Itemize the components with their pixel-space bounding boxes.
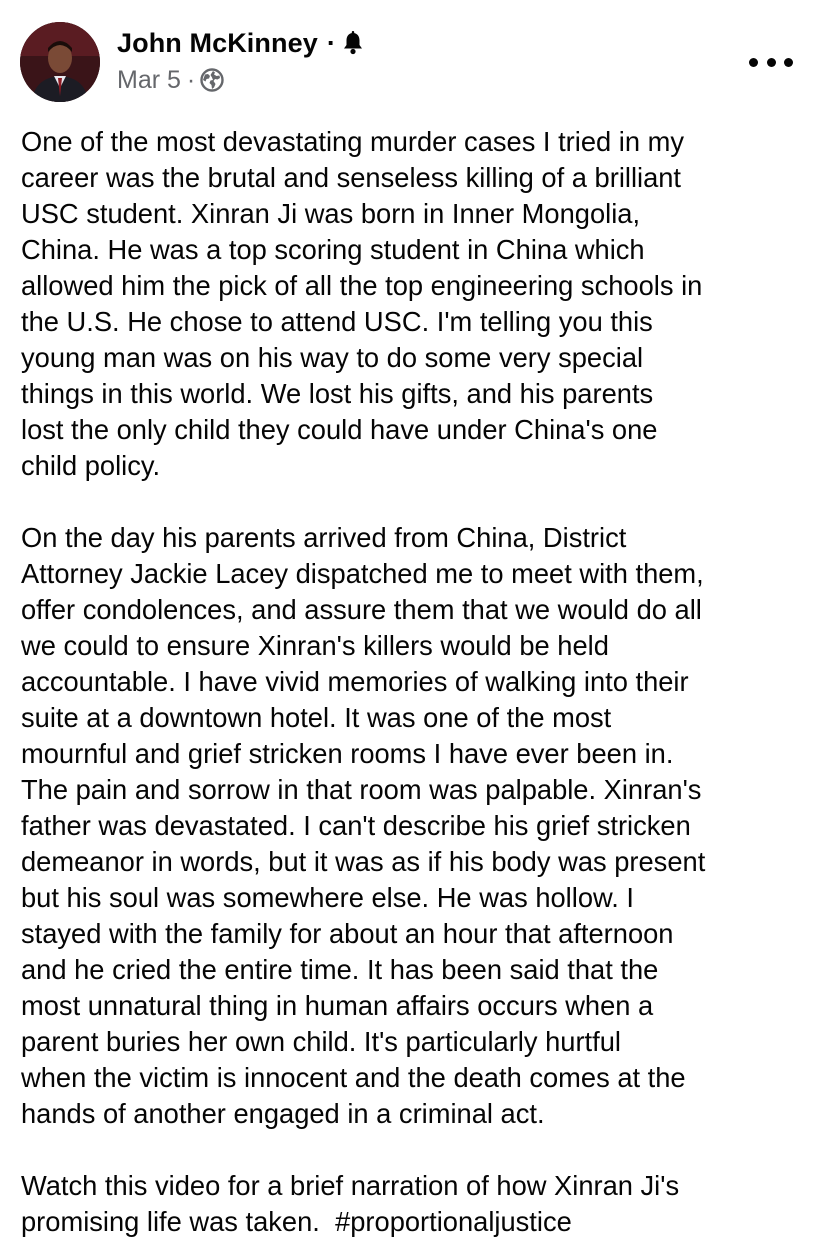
- profile-photo-icon: [20, 22, 100, 102]
- post-text-line: we could to ensure Xinran's killers would be held: [21, 630, 609, 661]
- more-options-icon: [784, 58, 793, 67]
- post-text-line: The pain and sorrow in that room was palpable. Xinran's: [21, 774, 702, 805]
- post-text-line: suite at a downtown hotel. It was one of the most: [21, 702, 612, 733]
- post-text-fragment: promising life was taken.: [21, 1206, 336, 1237]
- post-text-line: China. He was a top scoring student in China which: [21, 234, 645, 265]
- bell-icon[interactable]: [342, 31, 364, 55]
- post-text-line: Watch this video for a brief narration of how Xinran Ji's: [21, 1170, 680, 1201]
- author-name[interactable]: John McKinney: [117, 27, 318, 58]
- author-line: [117, 26, 364, 60]
- hashtag-link[interactable]: #proportionaljustice: [335, 1206, 572, 1237]
- post-text-line: and he cried the entire time. It has been said that the: [21, 954, 659, 985]
- post-header: [20, 20, 803, 106]
- post-text-line: On the day his parents arrived from China, District: [21, 522, 627, 553]
- post-text-line: demeanor in words, but it was as if his body was present: [21, 846, 706, 877]
- post-text-line: career was the brutal and senseless killing of a brilliant: [21, 162, 682, 193]
- post-text-line: accountable. I have vivid memories of walking into their: [21, 666, 689, 697]
- post-text-line-last: [21, 1204, 811, 1240]
- post-text-line: offer condolences, and assure them that we would do all: [21, 594, 702, 625]
- post-paragraph-2: [21, 520, 811, 1132]
- post-text-line: child policy.: [21, 450, 161, 481]
- author-block: [117, 26, 364, 97]
- post-text-line: mournful and grief stricken rooms I have ever been in.: [21, 738, 674, 769]
- author-avatar[interactable]: [20, 22, 100, 102]
- post-text-line: but his soul was somewhere else. He was hollow. I: [21, 882, 634, 913]
- post-text-line: USC student. Xinran Ji was born in Inner Mongolia,: [21, 198, 641, 229]
- post-paragraph-3: [21, 1168, 811, 1240]
- more-options-icon: [767, 58, 776, 67]
- post-text-line: Attorney Jackie Lacey dispatched me to meet with them,: [21, 558, 704, 589]
- globe-icon[interactable]: [200, 68, 224, 92]
- author-separator: ·: [326, 27, 336, 58]
- more-options-button[interactable]: [749, 46, 793, 78]
- post-text-line: stayed with the family for about an hour that afternoon: [21, 918, 674, 949]
- post-text-line: most unnatural thing in human affairs occurs when a: [21, 990, 654, 1021]
- post-body: [21, 124, 811, 1240]
- post-paragraph-1: [21, 124, 811, 484]
- post-meta: [117, 63, 364, 97]
- post-text-line: parent buries her own child. It's particularly hurtful: [21, 1026, 621, 1057]
- post-text-line: the U.S. He chose to attend USC. I'm telling you this: [21, 306, 653, 337]
- post-text-line: things in this world. We lost his gifts, and his parents: [21, 378, 654, 409]
- meta-separator: ·: [186, 65, 196, 94]
- post-text-line: hands of another engaged in a criminal act.: [21, 1098, 545, 1129]
- post-text-line: young man was on his way to do some very special: [21, 342, 644, 373]
- post-text-line: lost the only child they could have under China's one: [21, 414, 658, 445]
- post-date[interactable]: Mar 5: [117, 65, 181, 94]
- more-options-icon: [749, 58, 758, 67]
- post-text-line: when the victim is innocent and the death comes at the: [21, 1062, 686, 1093]
- post-text-line: One of the most devastating murder cases I tried in my: [21, 126, 685, 157]
- post-text-line: father was devastated. I can't describe his grief stricken: [21, 810, 691, 841]
- post-text-line: allowed him the pick of all the top engineering schools in: [21, 270, 703, 301]
